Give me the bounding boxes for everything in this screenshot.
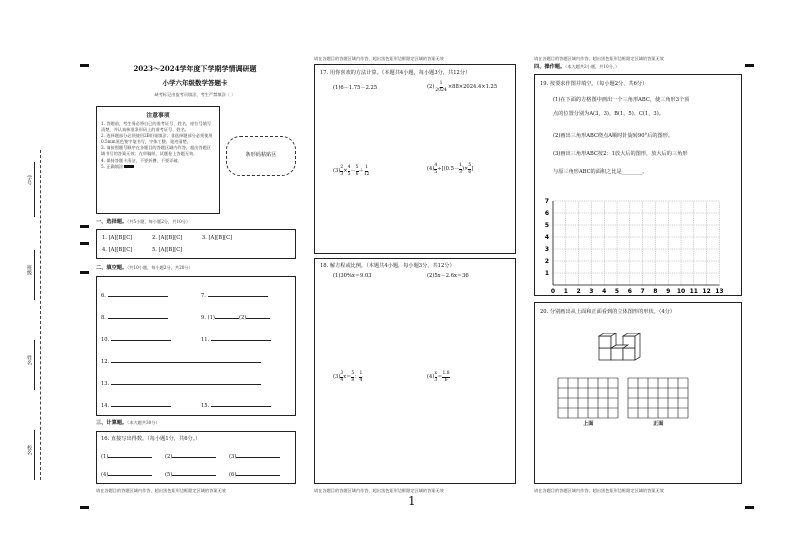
answer-line[interactable] — [111, 362, 261, 363]
q17-prompt: 17. 用你喜欢的方法计算。（本题共4小题，每小题3分，共12分） — [320, 70, 471, 76]
fill-box — [96, 276, 296, 416]
boundary-note: 请在各题目的答题区域内作答，超出黑色矩形边框限定区域的答案无效 — [314, 56, 444, 61]
notice-box — [96, 106, 220, 214]
q16-box — [96, 431, 296, 484]
fill-item: 14. — [101, 403, 171, 410]
answer-line[interactable] — [208, 296, 268, 297]
fill-item: 13. — [101, 381, 261, 388]
choice-row[interactable]: 1. [A][B][C] 2. [A][B][C] 3. [A][B][C] — [102, 235, 233, 241]
answer-line[interactable] — [236, 475, 280, 476]
boundary-note: 请在各题目的答题区域内作答，超出黑色矩形边框限定区域的答案无效 — [96, 488, 226, 493]
timing-mark — [80, 242, 89, 245]
barcode-label: 条形码粘贴区 — [245, 152, 277, 158]
q17-part2: (2) $\frac{1}{2024}$ ×88×2024.4×1.25 — [427, 81, 498, 94]
fraction: 1 3 — [459, 163, 462, 176]
name-label: 姓名 — [26, 355, 32, 365]
name-line — [34, 340, 35, 390]
boundary-note: 请在各题目的答题区域内作答，超出黑色矩形边框限定区域的答案无效 — [314, 488, 444, 493]
q16-prompt: 16. 直接写出得数。（每小题1分，共6分。） — [101, 436, 201, 442]
q20-box[interactable] — [534, 302, 742, 484]
exam-title: 2023～2024学年度下学期学情调研题 — [133, 64, 257, 73]
q19-line: 与原三角形ABC的面积之比是________。 — [553, 169, 648, 175]
x-tick-label: 12 — [702, 288, 711, 295]
fraction: 5 6 — [355, 165, 359, 178]
x-tick-label: 6 — [627, 288, 632, 295]
x-tick-label: 0 — [550, 288, 556, 295]
fraction: $\frac{1}{2024}$ — [435, 81, 447, 94]
q19-line: 点的位置分别为A(3，3)、B(1，5)、C(1，3)。 — [553, 111, 664, 117]
fill-item: 15. — [201, 403, 271, 410]
notice-title: 注意事项 — [146, 113, 170, 119]
x-tick-label: 1 — [563, 288, 568, 295]
fill-item: 10. — [101, 337, 171, 344]
answer-line[interactable] — [108, 318, 168, 319]
y-tick-label: 7 — [544, 198, 549, 205]
timing-mark — [745, 506, 754, 509]
q20-prompt: 20. 分别画出从上面和正面看到的立体图形的形状。（4分） — [540, 309, 676, 315]
fraction: 1 4 — [359, 371, 363, 384]
front-view-grid[interactable] — [627, 377, 691, 419]
answer-line[interactable] — [172, 457, 216, 458]
q19-line: (2)画出三角形ABC绕点A顺时针旋转90°后的图形。 — [553, 133, 674, 139]
school-line — [34, 430, 35, 480]
fill-item: 11. — [201, 337, 271, 344]
y-tick-label: 3 — [544, 246, 549, 253]
notice-item: 2. 选择题部分必须使用2B铅笔填涂；非选择题部分必须使用0.5mm黑色签字笔书写，字体工整、笔迹清楚。 — [101, 133, 213, 145]
absence-note: 缺考标记由监考员填涂，考生严禁填涂〔 〕 — [154, 92, 236, 97]
binding-dash-line — [40, 150, 41, 480]
q19-line: (3)画出三角形ABC按2：1放大后的图形，放大后的三角形 — [553, 151, 688, 157]
y-tick-label: 5 — [544, 222, 549, 229]
choice-options[interactable]: [A][B][C] — [158, 247, 183, 253]
answer-line[interactable] — [172, 475, 216, 476]
timing-mark — [80, 506, 89, 509]
cube-solid-figure — [597, 333, 657, 365]
barcode-area[interactable] — [226, 136, 296, 176]
q16-item: (5) — [165, 472, 216, 479]
choice-box — [96, 229, 296, 259]
x-tick-label: 9 — [666, 288, 671, 295]
answer-line[interactable] — [111, 384, 261, 385]
timing-mark — [80, 271, 89, 274]
choice-row[interactable]: 4. [A][B][C] 5. [A][B][C] — [102, 247, 183, 253]
page-number: 1 — [408, 494, 416, 508]
y-tick-label: 6 — [544, 210, 549, 217]
q17-part3: (3) $\frac{2}{3}$ × $\frac{4}{5}$ － 5 6 ＋ 1 12 — [333, 165, 370, 178]
top-view-label: 上面 — [583, 421, 594, 427]
answer-line[interactable] — [236, 457, 280, 458]
y-tick-label: 4 — [544, 234, 549, 241]
q19-line: (1)在下面的方格图中画出一个三角形ABC，使三角形3个顶 — [553, 97, 690, 103]
answer-line[interactable] — [211, 340, 271, 341]
timing-mark — [80, 225, 89, 228]
fill-item: 12. — [101, 359, 261, 366]
q19-prompt: 19. 按要求作图并填空。（每小题2分，共6分） — [540, 81, 648, 87]
section4-header: 四、操作题。（本大题共2小题，共10分。） — [534, 64, 620, 70]
school-label: 校名 — [26, 445, 32, 455]
q17-box[interactable] — [314, 64, 516, 254]
answer-line[interactable] — [108, 296, 168, 297]
fraction: $\frac{4}{5}$ — [434, 163, 438, 176]
fill-item: 8. — [101, 315, 168, 322]
class-label: 班级 — [26, 265, 32, 275]
exam-subtitle: 小学六年级数学答题卡 — [162, 79, 228, 87]
timing-mark — [745, 64, 754, 67]
q17-part4: (4) $\frac{4}{5}$ ÷[(0.5－ 1 3 )× $\frac{5}{6}$ ] — [427, 163, 474, 176]
fill-item: 7. — [201, 293, 268, 300]
q18-prompt: 18. 解方程或比例。（本题共4小题，每小题3分，共12分） — [320, 263, 455, 269]
coordinate-grid[interactable] — [539, 187, 739, 297]
notice-item: 4. 保持答题卡清洁，不要折叠、不要弄破。 — [101, 157, 182, 163]
student-id-line — [34, 162, 35, 217]
x-tick-label: 5 — [614, 288, 620, 295]
y-tick-label: 1 — [544, 270, 549, 277]
fill-item: 9. (1) (2) — [201, 315, 270, 322]
section2-header: 二、填空题。（共10小题，每小题2分，共20分） — [96, 265, 193, 271]
q18-part1: (1)30%x＝9.03 — [333, 273, 372, 279]
fraction: 3 4 — [340, 371, 344, 384]
notice-item: 1. 答题前，考生务必将自己的准考证号、姓名、座位号填写清楚，并认真核准条形码上的准考证号、姓名。 — [101, 121, 212, 133]
q18-part4: (4) x 3 ＝ 1.8 6 — [427, 371, 450, 384]
q18-part3: (3) 3 4 x＝ 5 8 ： 1 4 — [333, 371, 363, 384]
student-id-label: 学号 — [26, 175, 32, 185]
answer-line[interactable] — [111, 406, 171, 407]
x-tick-label: 13 — [715, 288, 724, 295]
fraction: 1 12 — [363, 165, 370, 178]
timing-mark — [80, 64, 89, 67]
x-tick-label: 2 — [576, 288, 581, 295]
q19-box[interactable] — [534, 74, 742, 296]
answer-line[interactable] — [211, 406, 271, 407]
class-line — [34, 250, 35, 300]
x-tick-label: 7 — [640, 288, 645, 295]
y-tick-label: 2 — [544, 258, 549, 265]
choice-options[interactable]: [A][B][C] — [158, 235, 183, 241]
x-tick-label: 11 — [689, 288, 698, 295]
q16-item: (2) — [165, 454, 216, 461]
q16-item: (1) — [101, 454, 152, 461]
q18-box[interactable] — [314, 258, 516, 484]
boundary-note: 请在各题目的答题区域内作答，超出黑色矩形边框限定区域的答案无效 — [534, 56, 664, 61]
answer-line[interactable] — [111, 340, 171, 341]
q16-item: (6) — [229, 472, 280, 479]
q18-part2: (2)5x－2.6x＝36 — [427, 273, 469, 279]
x-tick-label: 3 — [589, 288, 594, 295]
fraction: $\frac{5}{6}$ — [468, 163, 472, 176]
notice-list — [97, 119, 219, 172]
fill-item: 6. — [101, 293, 168, 300]
answer-line[interactable] — [108, 457, 152, 458]
fraction: $\frac{4}{5}$ — [347, 165, 351, 178]
answer-line[interactable] — [246, 318, 270, 319]
choice-options[interactable]: [A][B][C] — [208, 235, 233, 241]
top-view-grid[interactable] — [557, 377, 621, 419]
x-tick-label: 8 — [653, 288, 658, 295]
notice-item: 3. 请按照题号顺序在各题目的答题区域内作答，超出答题区域书写的答案无效；在草稿纸、试题卷上答题无效。 — [101, 145, 212, 157]
answer-line[interactable] — [108, 475, 152, 476]
q16-item: (3) — [229, 454, 280, 461]
section1-header: 一、选择题。（共5小题，每小题2分，共10分） — [96, 219, 191, 225]
answer-line[interactable] — [215, 318, 239, 319]
boundary-note: 请在各题目的答题区域内作答，超出黑色矩形边框限定区域的答案无效 — [534, 488, 664, 493]
q17-part1: (1)6－1.75－2.25 — [333, 85, 378, 91]
choice-options[interactable]: [A][B][C] — [108, 235, 133, 241]
fraction: 5 8 — [351, 371, 355, 384]
filled-example-icon — [124, 165, 134, 168]
fraction: $\frac{2}{3}$ — [340, 165, 344, 178]
q16-item: (4) — [101, 472, 152, 479]
fraction: x 3 — [434, 371, 438, 384]
x-tick-label: 4 — [602, 288, 607, 295]
notice-item: 5. 正确填涂 — [101, 164, 215, 170]
fraction: 1.8 6 — [442, 371, 450, 384]
choice-options[interactable]: [A][B][C] — [108, 247, 133, 253]
section3-header: 三、计算题。（本大题共30分） — [96, 420, 160, 426]
front-view-label: 正面 — [653, 421, 664, 427]
x-tick-label: 10 — [676, 288, 686, 295]
